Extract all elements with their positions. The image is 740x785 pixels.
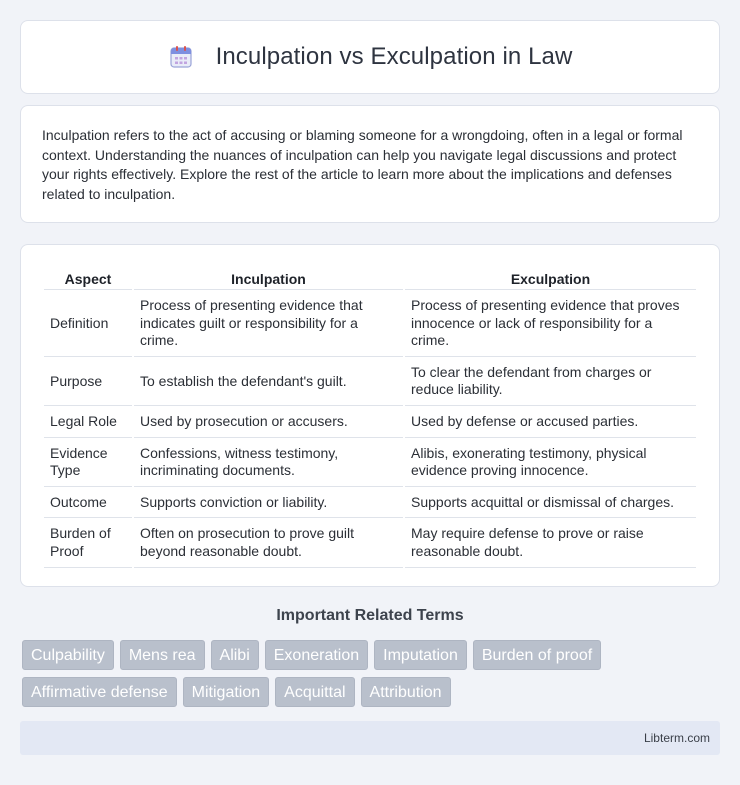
table-row <box>44 359 696 406</box>
tag-burden-of-proof[interactable]: Burden of proof <box>473 640 601 670</box>
comparison-table <box>42 265 698 570</box>
column-header-aspect: Aspect <box>44 267 132 290</box>
related-terms-title: Important Related Terms <box>276 607 464 624</box>
tag-attribution[interactable]: Attribution <box>361 677 451 707</box>
column-header-exculpation: Exculpation <box>405 267 696 290</box>
row-aspect: Evidence Type <box>44 440 132 487</box>
header-card <box>20 20 720 94</box>
tag-imputation[interactable]: Imputation <box>374 640 467 670</box>
page-title: Inculpation vs Exculpation in Law <box>215 43 573 70</box>
table-row <box>44 408 696 438</box>
tag-mens-rea[interactable]: Mens rea <box>120 640 205 670</box>
row-exculpation: May require defense to prove or raise reasonable doubt. <box>405 520 696 567</box>
row-aspect: Outcome <box>44 489 132 519</box>
tag-alibi[interactable]: Alibi <box>211 640 259 670</box>
tag-culpability[interactable]: Culpability <box>22 640 114 670</box>
row-inculpation: To establish the defendant's guilt. <box>134 359 403 406</box>
row-exculpation: Alibis, exonerating testimony, physical evidence proving innocence. <box>405 440 696 487</box>
calendar-icon <box>168 44 194 70</box>
tag-exoneration[interactable]: Exoneration <box>265 640 368 670</box>
row-exculpation: Supports acquittal or dismissal of charges. <box>405 489 696 519</box>
table-header-row <box>44 267 696 290</box>
comparison-table-card <box>20 244 720 587</box>
footer <box>20 721 720 755</box>
related-terms-tags <box>22 640 722 707</box>
column-header-inculpation: Inculpation <box>134 267 403 290</box>
row-aspect: Purpose <box>44 359 132 406</box>
row-exculpation: Used by defense or accused parties. <box>405 408 696 438</box>
row-aspect: Legal Role <box>44 408 132 438</box>
intro-card <box>20 105 720 223</box>
intro-paragraph: Inculpation refers to the act of accusing or blaming someone for a wrongdoing, often in a legal or formal context. Understanding the nuances of inculpation can help you navigate legal discussions and protect your rights effectively. Explore the rest of the article to learn more about the implications and defenses related to inculpation. <box>42 127 683 202</box>
table-row <box>44 489 696 519</box>
row-inculpation: Process of presenting evidence that indicates guilt or responsibility for a crime. <box>134 292 403 357</box>
row-inculpation: Confessions, witness testimony, incriminating documents. <box>134 440 403 487</box>
row-inculpation: Used by prosecution or accusers. <box>134 408 403 438</box>
title-wrap <box>168 43 573 71</box>
row-exculpation: Process of presenting evidence that proves innocence or lack of responsibility for a crime. <box>405 292 696 357</box>
table-row <box>44 292 696 357</box>
row-exculpation: To clear the defendant from charges or reduce liability. <box>405 359 696 406</box>
tag-mitigation[interactable]: Mitigation <box>183 677 269 707</box>
row-inculpation: Supports conviction or liability. <box>134 489 403 519</box>
tag-acquittal[interactable]: Acquittal <box>275 677 354 707</box>
row-aspect: Burden of Proof <box>44 520 132 567</box>
row-aspect: Definition <box>44 292 132 357</box>
row-inculpation: Often on prosecution to prove guilt beyond reasonable doubt. <box>134 520 403 567</box>
table-row <box>44 440 696 487</box>
footer-site-link[interactable]: Libterm.com <box>643 731 710 745</box>
table-row <box>44 520 696 567</box>
tag-affirmative-defense[interactable]: Affirmative defense <box>22 677 177 707</box>
